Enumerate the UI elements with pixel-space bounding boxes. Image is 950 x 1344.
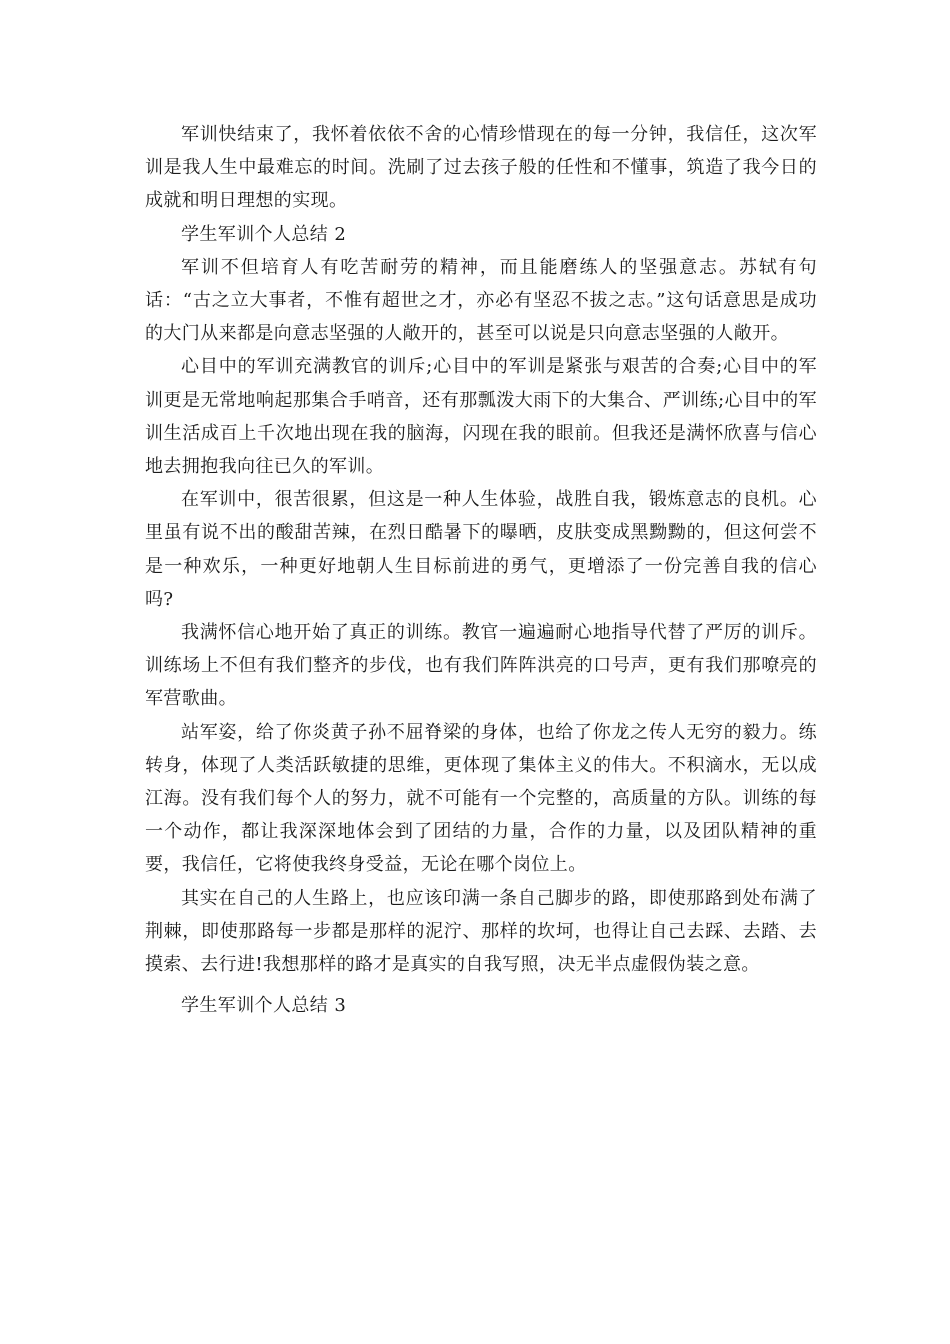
paragraph-6: 站军姿，给了你炎黄子孙不屈脊梁的身体，也给了你龙之传人无穷的毅力。练转身，体现了人类活跃敏捷的思维，更体现了集体主义的伟大。不积滴水，无以成江海。没有我们每个人的努力，就不可能有一个完整的，高质量的方队。训练的每一个动作，都让我深深地体会到了团结的力量，合作的力量，以及团队精神的重要，我信任，它将使我终身受益，无论在哪个岗位上。	[145, 721, 817, 876]
paragraph-1: 军训快结束了，我怀着依依不舍的心情珍惜现在的每一分钟，我信任，这次军训是我人生中最难忘的时间。洗刷了过去孩子般的任性和不懂事，筑造了我今日的成就和明日理想的实现。	[145, 124, 817, 212]
paragraph-4: 在军训中，很苦很累，但这是一种人生体验，战胜自我，锻炼意志的良机。心里虽有说不出的酸甜苦辣，在烈日酷暑下的曝晒，皮肤变成黑黝黝的，但这何尝不是一种欢乐，一种更好地朝人生目标前进的勇气，更增添了一份完善自我的信心吗?	[145, 489, 817, 610]
paragraph-7: 其实在自己的人生路上，也应该印满一条自己脚步的路，即使那路到处布满了荆棘，即使那路每一步都是那样的泥泞、那样的坎坷，也得让自己去踩、去踏、去摸索、去行进!我想那样的路才是真实的自我写照，决无半点虚假伪装之意。	[145, 887, 817, 976]
document-body	[145, 118, 817, 1022]
paragraph-2: 军训不但培育人有吃苦耐劳的精神，而且能磨练人的坚强意志。苏轼有句话：“古之立大事者，不惟有超世之才，亦必有坚忍不拔之志。”这句话意思是成功的大门从来都是向意志坚强的人敞开的，甚至可以说是只向意志坚强的人敞开。	[145, 256, 817, 345]
paragraph-5: 我满怀信心地开始了真正的训练。教官一遍遍耐心地指导代替了严厉的训斥。训练场上不但有我们整齐的步伐，也有我们阵阵洪亮的口号声，更有我们那嘹亮的军营歌曲。	[145, 622, 817, 710]
section-heading-2: 学生军训个人总结 2	[181, 223, 347, 245]
paragraph-3: 心目中的军训充满教官的训斥;心目中的军训是紧张与艰苦的合奏;心目中的军训更是无常地响起那集合手哨音，还有那瓢泼大雨下的大集合、严训练;心目中的军训生活成百上千次地出现在我的脑海，闪现在我的眼前。但我还是满怀欣喜与信心地去拥抱我向往已久的军训。	[145, 356, 817, 478]
section-heading-3: 学生军训个人总结 3	[181, 995, 347, 1017]
